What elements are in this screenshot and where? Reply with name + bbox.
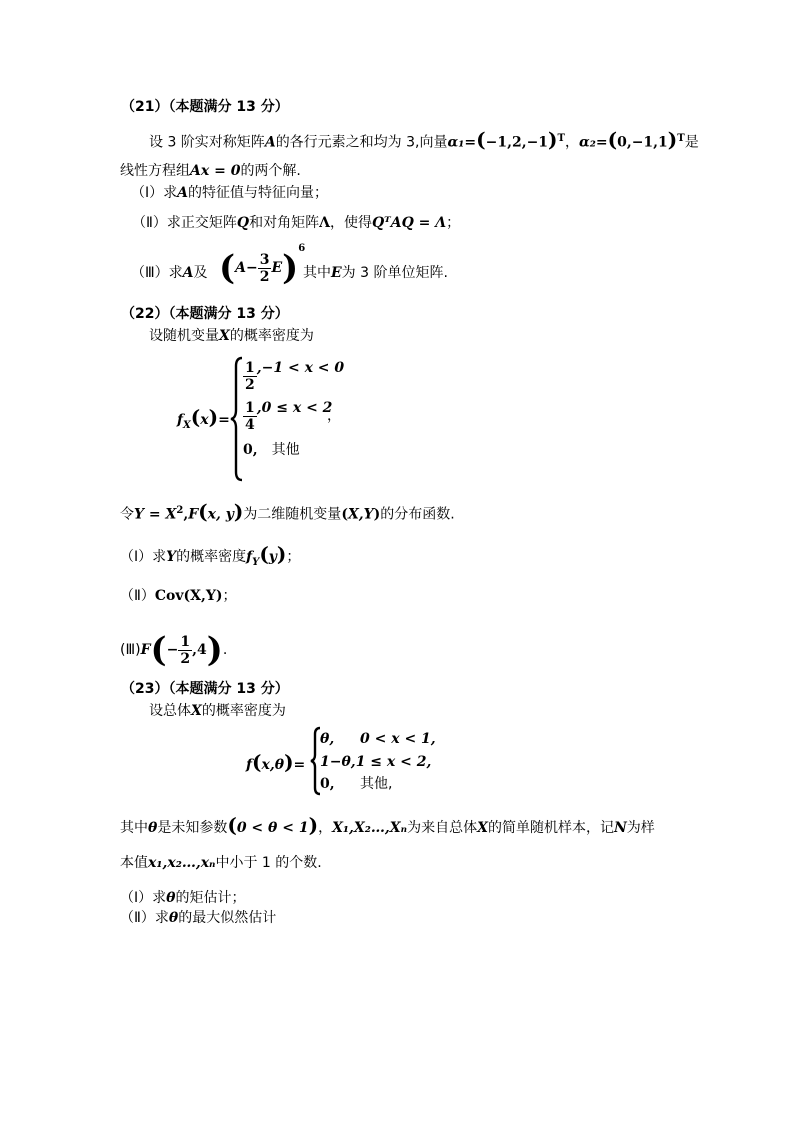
q23-part1: [120, 887, 245, 909]
stem-text: 为来自总体: [407, 820, 478, 836]
exponent: 2: [176, 505, 184, 516]
paren-open: (: [259, 542, 269, 566]
q21-stem-text: 的各行元素之和均为 3,向量: [275, 134, 448, 151]
fraction-numerator: 1: [245, 360, 255, 376]
q21-stem-text: 线性方程组: [120, 163, 190, 179]
case-value: 0,: [320, 776, 335, 792]
density-subscript: Y: [252, 556, 260, 568]
vector-alpha2: 0,−1,1: [617, 134, 668, 151]
let-text: 为二维随机变量: [243, 506, 342, 523]
fraction-1-2: [178, 634, 192, 667]
part-label: （Ⅱ）: [120, 588, 155, 604]
paren-close: ): [233, 499, 244, 524]
paren-open: (: [252, 750, 262, 774]
q21-title: （21）（本题满分 13 分）: [121, 99, 289, 115]
q23-part2: [120, 907, 276, 929]
q23-stem-line2: [120, 852, 322, 874]
sample-values: x₁,x₂…,xₙ: [148, 855, 216, 871]
stem-text: 的简单随机样本，记: [487, 820, 614, 836]
q21-stem-line1: [149, 128, 699, 154]
transpose-mark: T: [557, 133, 565, 144]
exponent: 6: [298, 243, 306, 254]
q23-intro: [149, 700, 286, 722]
sample-list: X₁,X₂…,Xₙ: [332, 820, 408, 836]
case-condition: 其他: [271, 442, 300, 458]
stem-text: 中小于 1 的个数.: [215, 855, 322, 871]
density-arg: x: [200, 412, 209, 428]
fraction-1-4: [243, 400, 257, 433]
paren-open: (: [150, 630, 167, 670]
case-condition: 其他,: [360, 776, 393, 792]
let-text: 令: [120, 506, 134, 523]
paren-open: (: [190, 405, 201, 429]
case-condition: ,0 ≤ x < 2: [256, 400, 333, 416]
matrix-Lambda: Λ: [319, 215, 330, 231]
fraction-numerator: 1: [180, 633, 191, 650]
matrix-A: A: [264, 134, 276, 151]
density-arg: x,θ: [261, 757, 285, 773]
variable-Y: Y: [166, 549, 177, 565]
comma: ，: [564, 134, 579, 151]
matrix-A: A: [182, 265, 194, 281]
part-label: （Ⅰ）求: [131, 185, 178, 201]
fraction-denominator: 2: [180, 650, 191, 667]
paren-close: ): [208, 405, 219, 429]
paren-open: (: [219, 248, 236, 288]
case-value: θ,: [320, 731, 335, 747]
q22-density-lhs: [177, 406, 230, 437]
q21-stem-text: 是: [684, 134, 699, 151]
equals-sign: =: [595, 134, 608, 151]
part-text: 的概率密度: [176, 549, 247, 565]
fraction-numerator: 1: [245, 400, 255, 416]
q21-part1: [131, 182, 328, 204]
q23-case-2: [320, 751, 431, 773]
q21-part3-tail: [289, 262, 448, 284]
paren-close: ): [548, 127, 558, 152]
density-arg: y: [268, 549, 277, 565]
q22-title: （22）（本题满分 13 分）: [121, 306, 289, 322]
part-text: 的最大似然估计: [178, 910, 277, 926]
equals-sign: =: [464, 134, 477, 151]
function-F: F: [140, 642, 151, 658]
paren-open: (: [198, 499, 208, 524]
function-args: x, y: [207, 506, 234, 523]
stem-text: 为样: [626, 820, 655, 836]
paren-close: ): [284, 750, 294, 774]
matrix-A: A: [177, 185, 189, 201]
equation-Ax0: Ax = 0: [190, 163, 241, 179]
part-text: 为 3 阶单位矩阵.: [341, 265, 448, 281]
q21-part2: [132, 212, 460, 234]
q23-title: （23）（本题满分 13 分）: [121, 681, 289, 697]
fraction-denominator: 2: [245, 377, 255, 393]
q21-part3: [131, 262, 208, 284]
density-f: f: [246, 549, 253, 565]
part-text: 的矩估计；: [175, 890, 246, 906]
fraction-numerator: 3: [259, 251, 270, 268]
part-label: （Ⅱ）求: [120, 910, 169, 926]
q22-part1: [120, 543, 300, 574]
density-f: f: [246, 757, 253, 773]
q22-case-2: [243, 400, 332, 433]
parameter-theta: θ: [166, 890, 176, 906]
let-text: 的分布函数.: [380, 506, 455, 523]
intro-text: 设随机变量: [149, 328, 219, 344]
paren-close: ): [667, 127, 678, 152]
q22-density-tail: ，: [327, 408, 341, 424]
fraction-1-2: [243, 360, 257, 393]
part-text: ，其中: [289, 265, 331, 281]
parameter-theta: θ: [148, 820, 158, 836]
paren-close: ): [206, 630, 223, 670]
q23-density-lhs: [246, 751, 305, 776]
comma: ,: [183, 506, 189, 523]
part-text: 及: [193, 265, 208, 281]
q22-part3: [120, 625, 227, 675]
alpha2-symbol: α₂: [578, 134, 596, 151]
q22-intro: [149, 325, 314, 347]
stem-text: 其中: [120, 820, 148, 836]
case-condition: ,−1 < x < 0: [256, 360, 345, 376]
Y-definition: Y = X: [134, 506, 177, 523]
part-text: ；: [286, 549, 301, 565]
part-label: (Ⅲ): [120, 642, 141, 658]
density-f: f: [177, 412, 184, 428]
transpose-mark: T: [677, 133, 685, 144]
minus-sign: −: [245, 260, 258, 276]
q22-part2: [120, 585, 236, 607]
fraction-denominator: 4: [245, 417, 255, 433]
second-arg: ,4: [192, 642, 207, 658]
variable-X: X: [219, 328, 230, 344]
identity-E: E: [271, 260, 283, 276]
function-F: F: [188, 506, 199, 523]
q22-brace: [230, 356, 244, 482]
case-value: 1−θ,: [320, 754, 356, 770]
q23-case-1: [320, 728, 436, 750]
paren-close: ): [308, 813, 319, 837]
part-text: ；: [222, 588, 237, 604]
stem-text: 本值: [120, 855, 148, 871]
identity-E: E: [331, 265, 342, 281]
part-text: 的特征值与特征向量；: [188, 185, 329, 201]
paren-open: (: [341, 506, 348, 523]
intro-text: 的概率密度为: [201, 703, 286, 719]
q22-let: [120, 500, 455, 526]
matrix-A: A: [235, 260, 246, 276]
case-condition: 0 < x < 1,: [360, 731, 436, 747]
paren-open: (: [607, 127, 618, 152]
alpha1-symbol: α₁: [447, 134, 465, 151]
paren-close: ): [276, 542, 287, 566]
variable-X: X: [191, 703, 202, 719]
equals-sign: =: [218, 412, 230, 428]
count-N: N: [613, 820, 627, 836]
matrix-Q: Q: [236, 215, 250, 231]
paren-open: (: [227, 813, 237, 837]
stem-text: 是未知参数: [157, 820, 228, 836]
q23-stem-line1: [120, 814, 655, 839]
paren-close: ): [282, 248, 299, 288]
paren-close: ): [373, 506, 381, 523]
part-text: .: [222, 642, 228, 658]
density-subscript: X: [183, 419, 191, 431]
equals-sign: =: [293, 757, 306, 773]
case-condition: 1 ≤ x < 2,: [355, 754, 432, 770]
q21-stem-line2: [120, 160, 301, 182]
formula-QTAQ: QᵀAQ = Λ: [371, 215, 447, 231]
part-label: （Ⅰ）求: [120, 549, 167, 565]
paren-open: (: [476, 127, 486, 152]
part-text: ，使得: [329, 215, 372, 231]
case-value: 0,: [243, 442, 258, 458]
fraction-3-2: [258, 252, 272, 285]
intro-text: 的概率密度为: [229, 328, 314, 344]
parameter-theta: θ: [168, 910, 179, 926]
part-text: ；: [446, 215, 461, 231]
stem-text: ，: [318, 820, 333, 836]
q21-stem-text: 的两个解.: [240, 163, 301, 179]
q23-case-3: [320, 773, 392, 795]
minus-sign: −: [166, 642, 179, 658]
part-label: （Ⅲ）求: [131, 265, 183, 281]
theta-range: 0 < θ < 1: [236, 820, 309, 836]
q22-case-3: [243, 439, 300, 461]
intro-text: 设总体: [149, 703, 191, 719]
q21-stem-text: 设 3 阶实对称矩阵: [149, 134, 265, 151]
part-label: （Ⅰ）求: [120, 890, 167, 906]
part-label: （Ⅱ）求正交矩阵: [132, 215, 237, 231]
random-vector: X,Y: [347, 506, 374, 523]
fraction-denominator: 2: [259, 268, 270, 285]
covariance: Cov(X,Y): [154, 588, 223, 604]
q22-case-1: [243, 360, 344, 393]
vector-alpha1: −1,2,−1: [485, 134, 549, 151]
part-text: 和对角矩阵: [249, 215, 320, 231]
variable-X: X: [477, 820, 488, 836]
